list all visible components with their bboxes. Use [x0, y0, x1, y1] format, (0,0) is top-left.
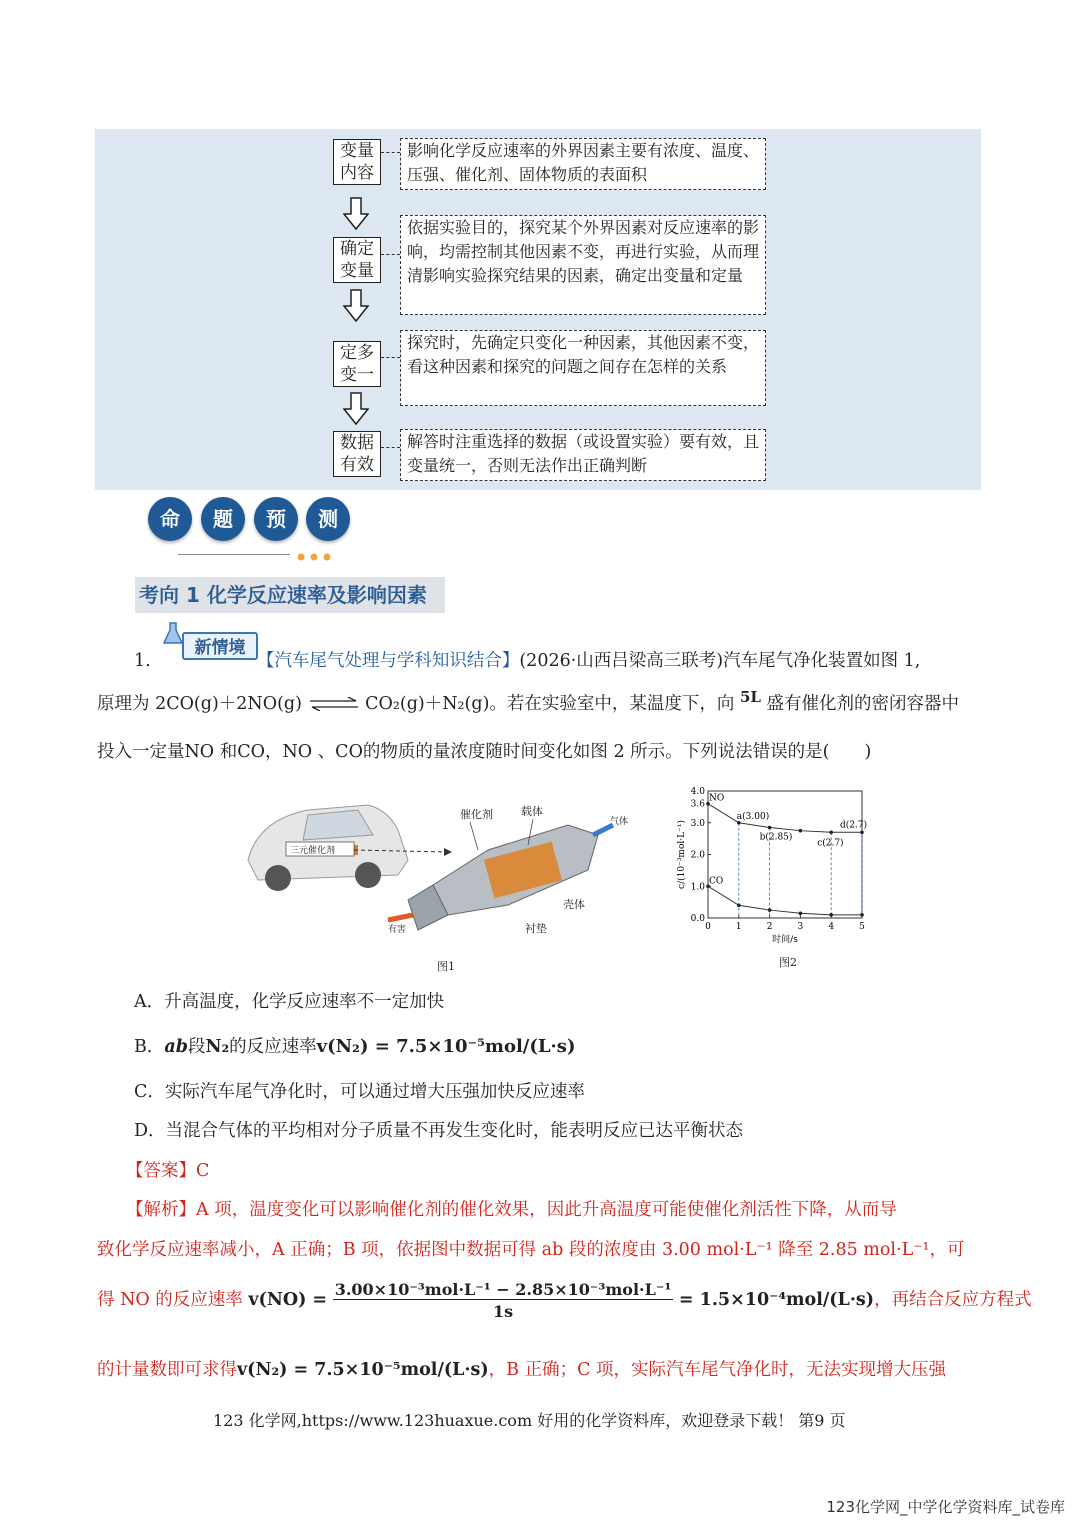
analysis-label: 【解析】	[126, 1200, 196, 1220]
option-d: D．当混合气体的平均相对分子质量不再发生变化时，能表明反应已达平衡状态	[134, 1121, 744, 1141]
y-tick-label: 1.0	[690, 882, 705, 893]
analysis-line1-text: A 项，温度变化可以影响催化剂的催化效果，因此升高温度可能使催化剂活性下降，从而导	[196, 1200, 897, 1220]
flow-tag-2: 确定 变量	[333, 237, 381, 283]
question-line-3: 投入一定量NO 和CO，NO 、CO的物质的量浓度随时间变化如图 2 所示。下列说法错误的是( )	[97, 742, 872, 762]
analysis-line-2: 致化学反应速率减小，A 正确；B 项，依据图中数据可得 ab 段的浓度由 3.00 mol·L⁻¹ 降至 2.85 mol·L⁻¹，可	[97, 1240, 965, 1260]
option-a: A．升高温度，化学反应速率不一定加快	[134, 992, 445, 1012]
data-point-NO	[768, 826, 772, 830]
analysis-rate-result: = 1.5×10⁻⁴mol/(L·s)	[678, 1290, 875, 1310]
option-b-text: 的反应速率	[229, 1037, 317, 1057]
section-title: 考向 1 化学反应速率及影响因素	[135, 577, 445, 613]
analysis-line-1	[126, 1196, 897, 1221]
page-footer: 123 化学网,https://www.123huaxue.com 好用的化学资料库，欢迎登录下载！ 第9 页	[213, 1411, 846, 1430]
label-catalyst: 催化剂	[460, 808, 493, 821]
flask-icon	[162, 621, 184, 647]
flow-connector	[381, 152, 400, 153]
x-axis-label: 时间/s	[772, 935, 798, 945]
annotation-c: c(2.7)	[817, 838, 844, 849]
figure2-caption: 图2	[779, 956, 797, 969]
data-point-CO	[768, 908, 772, 912]
data-point-CO	[829, 913, 833, 917]
y-tick-label: 3.6	[690, 799, 705, 810]
watermark: 123化学网_中学化学资料库_试卷库	[826, 1498, 1065, 1516]
annotation-b: b(2.85)	[759, 832, 793, 843]
y-tick-label: 0.0	[690, 914, 705, 924]
analysis-fraction	[333, 1280, 674, 1321]
x-tick-label: 3	[797, 922, 804, 932]
question-line2-end: 盛有催化剂的密闭容器中	[766, 693, 960, 714]
annotation-d: d(2.7)	[840, 820, 868, 831]
figure2-chart	[670, 783, 880, 973]
option-b-formula: v(N₂) = 7.5×10⁻⁵mol/(L·s)	[316, 1036, 576, 1057]
flow-desc-3: 探究时，先确定只变化一种因素，其他因素不变，看这种因素和探究的问题之间存在怎样的关系	[400, 330, 766, 406]
data-point-NO	[829, 830, 833, 834]
analysis-line3-suffix: ，再结合反应方程式	[874, 1290, 1032, 1310]
analysis-line-3	[97, 1280, 1032, 1321]
analysis-line3-prefix: 得 NO 的反应速率	[97, 1290, 243, 1310]
series-label-NO: NO	[709, 793, 725, 804]
reaction-rhs: CO₂(g)＋N₂(g)。若在实验室中，某温度下，向	[365, 693, 735, 714]
badge-char: 测	[306, 497, 350, 541]
annotation-a: a(3.00)	[736, 811, 770, 822]
flow-desc-4: 解答时注重选择的数据（或设置实验）要有效，且变量统一，否则无法作出正确判断	[400, 429, 766, 481]
figure1-caption: 图1	[437, 960, 455, 973]
data-point-CO	[860, 913, 864, 917]
method-flow-panel	[95, 129, 981, 490]
data-point-CO	[799, 911, 803, 915]
flow-desc-2: 依据实验目的，探究某个外界因素对反应速率的影响，均需控制其他因素不变，再进行实验，从而理清影响实验探究结果的因素，确定出变量和定量	[400, 215, 766, 315]
equilibrium-arrow-icon	[308, 697, 360, 711]
x-tick-label: 1	[735, 922, 742, 932]
flow-tag-1: 变量 内容	[333, 139, 381, 185]
answer-line	[126, 1157, 209, 1182]
option-c: C．实际汽车尾气净化时，可以通过增大压强加快反应速率	[134, 1082, 585, 1102]
x-tick-label: 2	[766, 922, 773, 932]
chart-frame	[708, 791, 862, 918]
flow-connector	[381, 357, 400, 358]
flow-desc-1: 影响化学反应速率的外界因素主要有浓度、温度、压强、催化剂、固体物质的表面积	[400, 138, 766, 190]
y-tick-label: 3.0	[690, 818, 705, 829]
answer-label: 【答案】	[126, 1161, 196, 1181]
label-gas-out: 气体	[610, 817, 629, 827]
flow-tag-4: 数据 有效	[333, 431, 381, 477]
down-arrow-icon	[343, 197, 369, 231]
down-arrow-icon	[343, 289, 369, 323]
option-b-n2: N₂	[205, 1037, 230, 1057]
label-liner: 衬垫	[525, 922, 547, 935]
x-tick-label: 4	[828, 922, 835, 932]
figure1-catalytic-converter	[238, 790, 638, 940]
question-source: 【汽车尾气处理与学科知识结合】	[256, 651, 520, 671]
label-carrier: 载体	[521, 805, 543, 818]
fraction-numerator: 3.00×10⁻³mol·L⁻¹ − 2.85×10⁻³mol·L⁻¹	[334, 1280, 672, 1299]
label-shell: 壳体	[563, 898, 585, 911]
label-three-way: 三元催化剂	[290, 846, 336, 856]
series-label-CO: CO	[709, 876, 724, 887]
data-point-NO	[799, 829, 803, 833]
question-line1-text: (2026·山西吕梁高三联考)汽车尾气净化装置如图 1,	[519, 651, 921, 671]
x-tick-label: 5	[859, 922, 865, 932]
flow-connector	[381, 254, 400, 255]
badge-underline	[178, 554, 290, 555]
question-line-1	[134, 647, 920, 672]
y-axis-label: c/(10⁻³mol·L⁻¹)	[677, 820, 687, 889]
option-b-mid: 段	[187, 1037, 206, 1057]
down-arrow-icon	[343, 392, 369, 426]
badge-char: 题	[201, 497, 245, 541]
analysis-line-4	[97, 1356, 946, 1381]
series-line-NO	[708, 804, 862, 833]
option-b	[134, 1033, 575, 1058]
badge-char: 命	[148, 497, 192, 541]
option-b-prefix: B．	[134, 1037, 165, 1057]
dots-decoration-icon	[296, 552, 336, 562]
new-context-tag: 新情境	[182, 632, 258, 660]
reaction-lhs: 原理为 2CO(g)＋2NO(g)	[97, 693, 302, 714]
fraction-denominator: 1s	[492, 1302, 514, 1321]
flow-connector	[381, 447, 400, 448]
option-b-ab: ab	[164, 1037, 188, 1057]
y-tick-label: 2.0	[690, 850, 705, 861]
data-point-CO	[737, 904, 741, 908]
answer-value: C	[196, 1161, 210, 1181]
y-tick-label: 4.0	[690, 787, 705, 797]
analysis-v-n2: v(N₂) = 7.5×10⁻⁵mol/(L·s)	[237, 1360, 489, 1380]
label-gas-in: 有害	[388, 925, 407, 935]
badge-char: 预	[254, 497, 298, 541]
analysis-line4-prefix: 的计量数即可求得	[97, 1360, 237, 1380]
flow-tag-3: 定多 变一	[333, 341, 381, 387]
analysis-v-no: v(NO) =	[248, 1290, 328, 1310]
question-line-2	[97, 688, 959, 715]
data-point-NO	[860, 830, 864, 834]
question-number: 1.	[134, 651, 151, 671]
series-line-CO	[708, 886, 862, 915]
analysis-line4-suffix: ，B 正确；C 项，实际汽车尾气净化时，无法实现增大压强	[488, 1360, 947, 1380]
volume-value: 5L	[739, 688, 761, 706]
x-tick-label: 0	[705, 922, 711, 932]
